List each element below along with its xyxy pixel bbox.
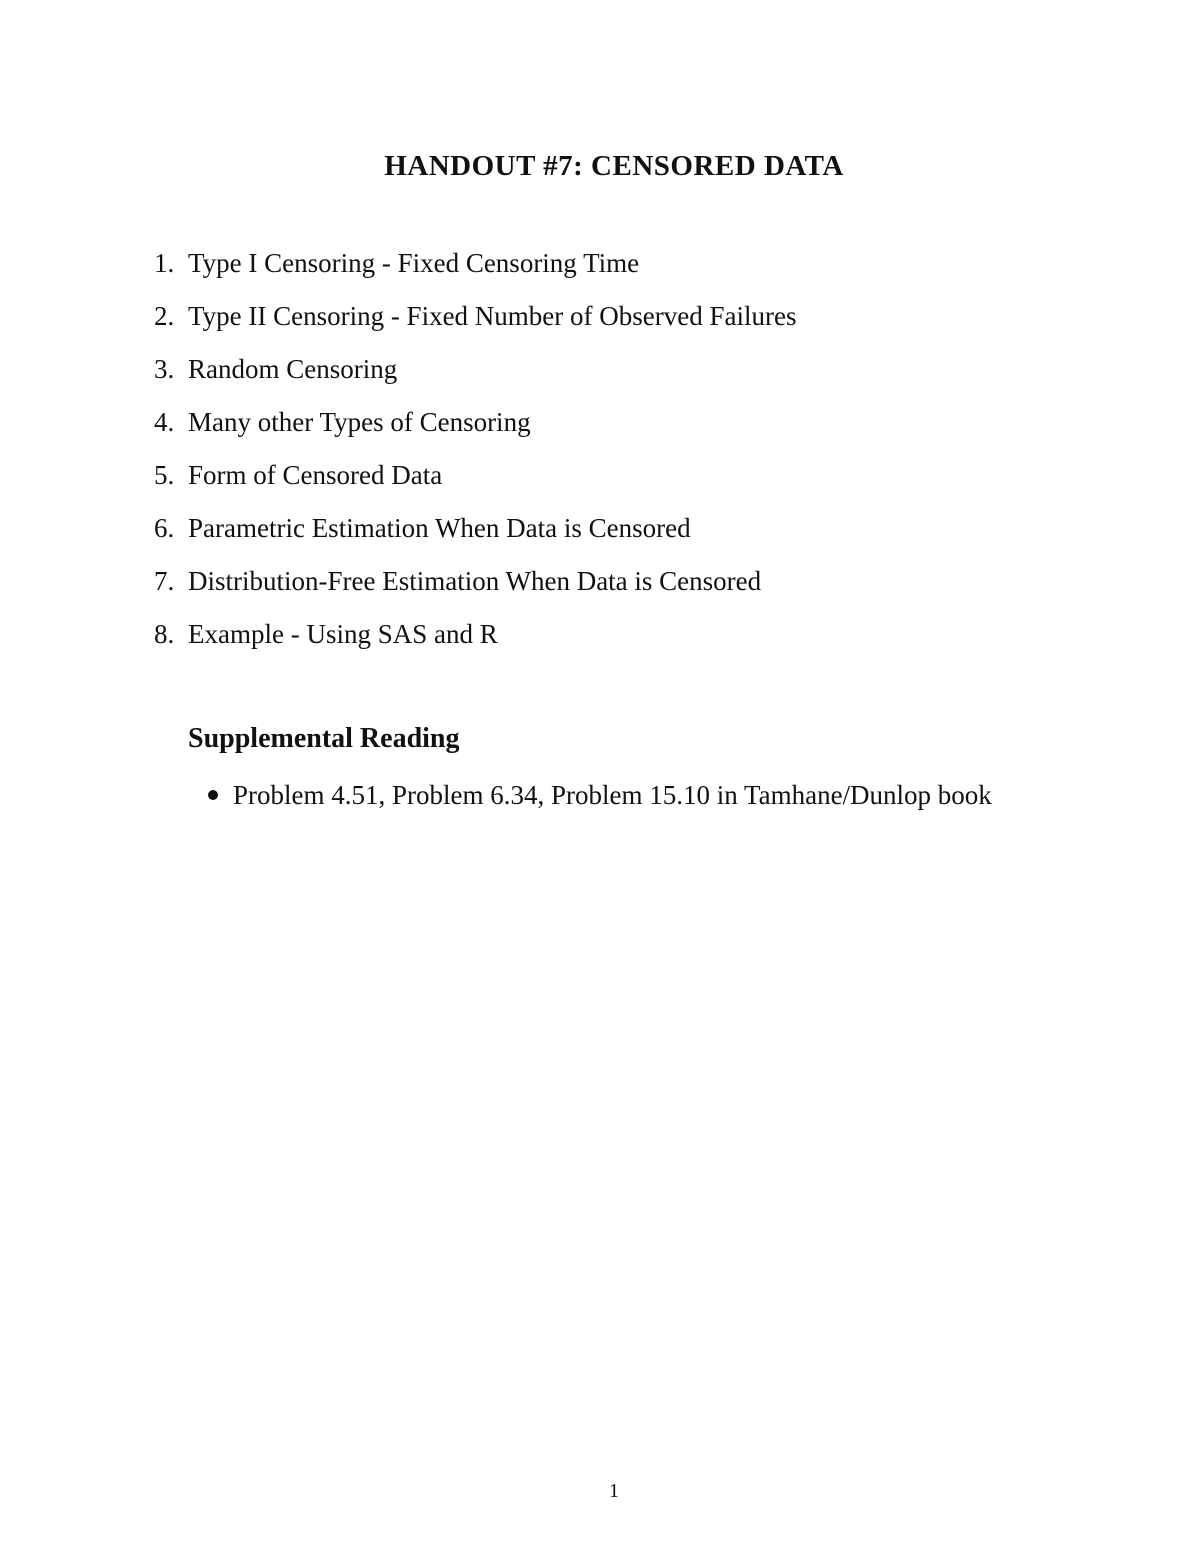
supplemental-reading-list bbox=[208, 776, 992, 814]
topic-text: Parametric Estimation When Data is Censored bbox=[188, 513, 691, 543]
topic-item bbox=[154, 297, 796, 350]
topic-number: 5. bbox=[154, 460, 175, 490]
topic-item bbox=[154, 244, 796, 297]
topic-number: 4. bbox=[154, 407, 175, 437]
topic-text: Type I Censoring - Fixed Censoring Time bbox=[188, 248, 640, 278]
topic-text: Form of Censored Data bbox=[188, 460, 443, 490]
topic-item bbox=[154, 456, 796, 509]
topic-text: Example - Using SAS and R bbox=[188, 619, 498, 649]
topic-item bbox=[154, 509, 796, 562]
topic-item bbox=[154, 615, 796, 668]
topic-list bbox=[154, 244, 796, 668]
topic-item bbox=[154, 403, 796, 456]
supplemental-reading-heading: Supplemental Reading bbox=[188, 723, 460, 754]
topic-item bbox=[154, 562, 796, 615]
topic-item bbox=[154, 350, 796, 403]
topic-text: Many other Types of Censoring bbox=[188, 407, 531, 437]
topic-number: 8. bbox=[154, 619, 175, 649]
topic-number: 7. bbox=[154, 566, 175, 596]
topic-text: Distribution-Free Estimation When Data is Censored bbox=[188, 566, 762, 596]
supplemental-reading-item bbox=[208, 776, 992, 814]
topic-number: 1. bbox=[154, 248, 175, 278]
topic-number: 2. bbox=[154, 301, 175, 331]
bullet-icon bbox=[208, 790, 218, 800]
topic-number: 6. bbox=[154, 513, 175, 543]
topic-text: Type II Censoring - Fixed Number of Observed Failures bbox=[188, 301, 797, 331]
supplemental-reading-text: Problem 4.51, Problem 6.34, Problem 15.10 in Tamhane/Dunlop book bbox=[233, 780, 992, 810]
topic-text: Random Censoring bbox=[188, 354, 398, 384]
page-number: 1 bbox=[609, 1480, 619, 1502]
topic-number: 3. bbox=[154, 354, 175, 384]
document-title: HANDOUT #7: CENSORED DATA bbox=[384, 150, 844, 182]
